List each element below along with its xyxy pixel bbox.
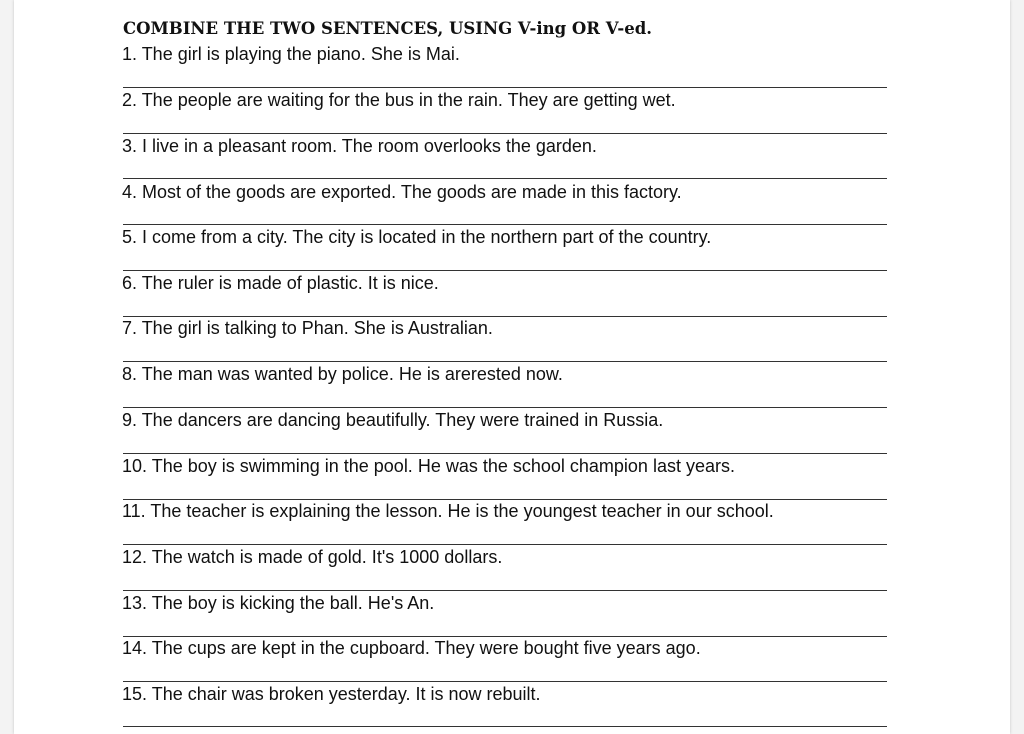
question-2: 2. The people are waiting for the bus in the rain. They are getting wet. bbox=[122, 90, 676, 110]
answer-line-10[interactable] bbox=[123, 499, 887, 500]
answer-line-4[interactable] bbox=[123, 224, 887, 225]
question-4: 4. Most of the goods are exported. The goods are made in this factory. bbox=[122, 182, 682, 202]
answer-line-15[interactable] bbox=[123, 726, 887, 727]
answer-line-8[interactable] bbox=[123, 407, 887, 408]
worksheet-title: COMBINE THE TWO SENTENCES, USING V-ing OR V-ed. bbox=[123, 19, 652, 38]
question-7: 7. The girl is talking to Phan. She is Australian. bbox=[122, 318, 493, 338]
question-8: 8. The man was wanted by police. He is arerested now. bbox=[122, 364, 563, 384]
question-11: 11. The teacher is explaining the lesson. He is the youngest teacher in our school. bbox=[122, 501, 774, 521]
question-10: 10. The boy is swimming in the pool. He was the school champion last years. bbox=[122, 456, 735, 476]
answer-line-14[interactable] bbox=[123, 681, 887, 682]
question-15: 15. The chair was broken yesterday. It is now rebuilt. bbox=[122, 684, 541, 704]
question-6: 6. The ruler is made of plastic. It is nice. bbox=[122, 273, 439, 293]
answer-line-9[interactable] bbox=[123, 453, 887, 454]
answer-line-11[interactable] bbox=[123, 544, 887, 545]
question-13: 13. The boy is kicking the ball. He's An. bbox=[122, 593, 435, 613]
answer-line-6[interactable] bbox=[123, 316, 887, 317]
answer-line-1[interactable] bbox=[123, 87, 887, 88]
worksheet-page bbox=[14, 0, 1010, 734]
question-12: 12. The watch is made of gold. It's 1000 dollars. bbox=[122, 547, 503, 567]
question-9: 9. The dancers are dancing beautifully. They were trained in Russia. bbox=[122, 410, 664, 430]
question-5: 5. I come from a city. The city is located in the northern part of the country. bbox=[122, 227, 712, 247]
question-1: 1. The girl is playing the piano. She is Mai. bbox=[122, 44, 460, 64]
answer-line-2[interactable] bbox=[123, 133, 887, 134]
answer-line-5[interactable] bbox=[123, 270, 887, 271]
answer-line-13[interactable] bbox=[123, 636, 887, 637]
question-3: 3. I live in a pleasant room. The room overlooks the garden. bbox=[122, 136, 597, 156]
answer-line-3[interactable] bbox=[123, 178, 887, 179]
question-14: 14. The cups are kept in the cupboard. They were bought five years ago. bbox=[122, 638, 701, 658]
answer-line-7[interactable] bbox=[123, 361, 887, 362]
answer-line-12[interactable] bbox=[123, 590, 887, 591]
